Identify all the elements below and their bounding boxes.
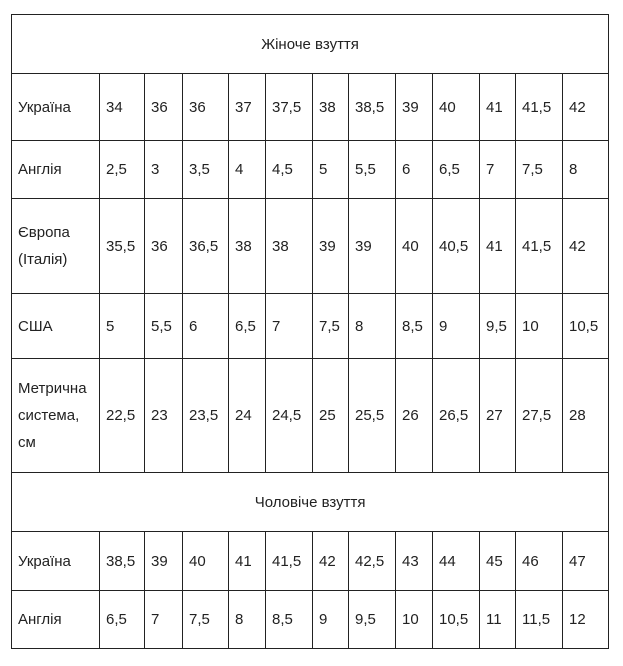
row-label: Україна — [12, 74, 100, 141]
size-cell: 34 — [100, 74, 145, 141]
row-label: Англія — [12, 591, 100, 649]
table-row — [12, 199, 609, 294]
shoe-size-table — [11, 14, 609, 649]
size-cell: 44 — [433, 532, 480, 591]
size-cell: 7 — [266, 294, 313, 359]
size-cell: 25,5 — [349, 359, 396, 473]
size-cell: 25 — [313, 359, 349, 473]
size-cell: 4,5 — [266, 141, 313, 199]
size-cell: 26 — [396, 359, 433, 473]
size-cell: 38 — [266, 199, 313, 294]
size-cell: 10,5 — [563, 294, 609, 359]
size-cell: 11,5 — [516, 591, 563, 649]
size-cell: 4 — [229, 141, 266, 199]
size-cell: 39 — [349, 199, 396, 294]
size-cell: 46 — [516, 532, 563, 591]
size-cell: 38,5 — [100, 532, 145, 591]
size-cell: 24,5 — [266, 359, 313, 473]
size-cell: 8 — [229, 591, 266, 649]
size-cell: 42,5 — [349, 532, 396, 591]
size-cell: 39 — [313, 199, 349, 294]
size-cell: 10 — [516, 294, 563, 359]
size-cell: 9 — [433, 294, 480, 359]
size-cell: 41 — [229, 532, 266, 591]
section-header-row — [12, 473, 609, 532]
size-cell: 3 — [145, 141, 183, 199]
size-cell: 11 — [480, 591, 516, 649]
row-label: Англія — [12, 141, 100, 199]
size-cell: 24 — [229, 359, 266, 473]
size-cell: 5,5 — [349, 141, 396, 199]
size-cell: 47 — [563, 532, 609, 591]
size-cell: 8 — [563, 141, 609, 199]
size-cell: 35,5 — [100, 199, 145, 294]
size-cell: 6 — [396, 141, 433, 199]
size-cell: 22,5 — [100, 359, 145, 473]
size-cell: 7,5 — [516, 141, 563, 199]
size-cell: 10 — [396, 591, 433, 649]
size-cell: 9 — [313, 591, 349, 649]
table-row — [12, 591, 609, 649]
size-cell: 38,5 — [349, 74, 396, 141]
size-cell: 5,5 — [145, 294, 183, 359]
size-cell: 5 — [313, 141, 349, 199]
size-cell: 40 — [183, 532, 229, 591]
size-cell: 36 — [145, 74, 183, 141]
size-cell: 37 — [229, 74, 266, 141]
table-row — [12, 359, 609, 473]
size-cell: 40 — [433, 74, 480, 141]
size-cell: 9,5 — [349, 591, 396, 649]
size-cell: 6,5 — [229, 294, 266, 359]
size-cell: 26,5 — [433, 359, 480, 473]
section-header-row — [12, 15, 609, 74]
size-cell: 36 — [183, 74, 229, 141]
size-cell: 39 — [396, 74, 433, 141]
size-cell: 8,5 — [396, 294, 433, 359]
size-cell: 23 — [145, 359, 183, 473]
size-cell: 5 — [100, 294, 145, 359]
size-cell: 6,5 — [433, 141, 480, 199]
size-cell: 38 — [229, 199, 266, 294]
table-row — [12, 294, 609, 359]
size-cell: 2,5 — [100, 141, 145, 199]
size-cell: 9,5 — [480, 294, 516, 359]
size-cell: 6 — [183, 294, 229, 359]
size-cell: 37,5 — [266, 74, 313, 141]
size-cell: 7 — [480, 141, 516, 199]
size-cell: 42 — [563, 199, 609, 294]
size-cell: 36 — [145, 199, 183, 294]
size-cell: 7,5 — [313, 294, 349, 359]
size-cell: 36,5 — [183, 199, 229, 294]
table-row — [12, 74, 609, 141]
size-cell: 8 — [349, 294, 396, 359]
size-cell: 7 — [145, 591, 183, 649]
size-cell: 7,5 — [183, 591, 229, 649]
size-cell: 42 — [313, 532, 349, 591]
size-cell: 3,5 — [183, 141, 229, 199]
row-label: Європа (Італія) — [12, 199, 100, 294]
size-cell: 43 — [396, 532, 433, 591]
size-cell: 12 — [563, 591, 609, 649]
size-cell: 41,5 — [516, 74, 563, 141]
table-row — [12, 532, 609, 591]
size-cell: 41,5 — [266, 532, 313, 591]
size-cell: 27,5 — [516, 359, 563, 473]
row-label: Метрична система, см — [12, 359, 100, 473]
size-cell: 8,5 — [266, 591, 313, 649]
size-cell: 40,5 — [433, 199, 480, 294]
size-cell: 41 — [480, 74, 516, 141]
size-cell: 45 — [480, 532, 516, 591]
size-cell: 42 — [563, 74, 609, 141]
size-cell: 28 — [563, 359, 609, 473]
section-title-men: Чоловіче взуття — [12, 473, 609, 532]
size-cell: 40 — [396, 199, 433, 294]
size-cell: 41,5 — [516, 199, 563, 294]
size-cell: 41 — [480, 199, 516, 294]
table-row — [12, 141, 609, 199]
size-cell: 10,5 — [433, 591, 480, 649]
size-cell: 38 — [313, 74, 349, 141]
size-cell: 6,5 — [100, 591, 145, 649]
size-cell: 39 — [145, 532, 183, 591]
size-cell: 27 — [480, 359, 516, 473]
row-label: США — [12, 294, 100, 359]
size-cell: 23,5 — [183, 359, 229, 473]
row-label: Україна — [12, 532, 100, 591]
table-body — [12, 15, 609, 649]
section-title-women: Жіноче взуття — [12, 15, 609, 74]
